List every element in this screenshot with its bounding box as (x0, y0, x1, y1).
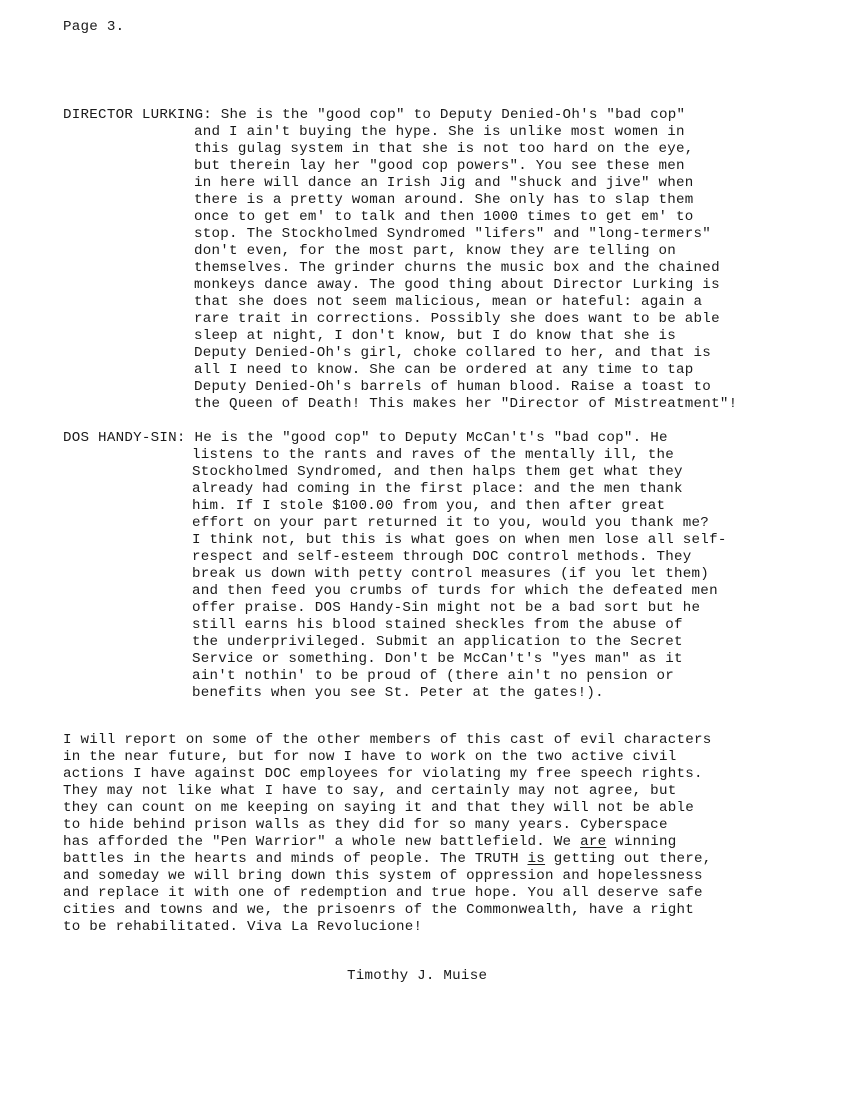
body-line: that she does not seem malicious, mean or hateful: again a (194, 294, 703, 310)
body-line: to hide behind prison walls as they did for so many years. Cyberspace (63, 817, 668, 833)
text-run: has afforded the "Pen Warrior" a whole new battlefield. We (63, 834, 581, 850)
body-line: Deputy Denied-Oh's girl, choke collared to her, and that is (194, 345, 712, 361)
body-line: ain't nothin' to be proud of (there ain't no pension or (192, 668, 675, 684)
body-line (63, 851, 712, 868)
body-line: offer praise. DOS Handy-Sin might not be a bad sort but he (192, 600, 701, 616)
heading-label: DOS HANDY-SIN: (63, 430, 186, 446)
heading-label: DIRECTOR LURKING: (63, 107, 212, 123)
body-line: the underprivileged. Submit an application to the Secret (192, 634, 683, 650)
body-line: I think not, but this is what goes on when men lose all self- (192, 532, 727, 548)
body-line: to be rehabilitated. Viva La Revolucione! (63, 919, 423, 935)
section-heading (63, 430, 668, 447)
body-line: and someday we will bring down this system of oppression and hopelessness (63, 868, 703, 884)
signature-name: Timothy J. Muise (347, 968, 488, 984)
body-line: I will report on some of the other members of this cast of evil characters (63, 732, 712, 748)
body-line: Deputy Denied-Oh's barrels of human blood. Raise a toast to (194, 379, 712, 395)
body-line: break us down with petty control measures (if you let them) (192, 566, 710, 582)
section-heading (63, 107, 685, 124)
body-line: and then feed you crumbs of turds for which the defeated men (192, 583, 718, 599)
text-run: winning (606, 834, 677, 850)
body-line: monkeys dance away. The good thing about Director Lurking is (194, 277, 720, 293)
body-line: Stockholmed Syndromed, and then halps them get what they (192, 464, 683, 480)
underlined-word: is (527, 851, 546, 867)
body-line: They may not like what I have to say, and certainly may not agree, but (63, 783, 677, 799)
body-line: don't even, for the most part, know they are telling on (194, 243, 677, 259)
body-line: cities and towns and we, the prisoenrs of the Commonwealth, have a right (63, 902, 694, 918)
body-line: He is the "good cop" to Deputy McCan't's "bad cop". He (185, 430, 668, 446)
body-line: themselves. The grinder churns the music box and the chained (194, 260, 720, 276)
underlined-word: are (580, 834, 607, 850)
body-line: effort on your part returned it to you, would you thank me? (192, 515, 710, 531)
body-line: Service or something. Don't be McCan't's "yes man" as it (192, 651, 683, 667)
page-label: Page 3. (63, 19, 125, 35)
body-line: rare trait in corrections. Possibly she does want to be able (194, 311, 720, 327)
body-line: already had coming in the first place: and the men thank (192, 481, 683, 497)
body-line: She is the "good cop" to Deputy Denied-Oh's "bad cop" (212, 107, 686, 123)
body-line: actions I have against DOC employees for violating my free speech rights. (63, 766, 703, 782)
body-line: in the near future, but for now I have to work on the two active civil (63, 749, 677, 765)
body-line: still earns his blood stained sheckles from the abuse of (192, 617, 683, 633)
text-run: getting out there, (545, 851, 712, 867)
body-line: sleep at night, I don't know, but I do know that she is (194, 328, 677, 344)
body-line: all I need to know. She can be ordered at any time to tap (194, 362, 694, 378)
body-line: there is a pretty woman around. She only has to slap them (194, 192, 694, 208)
body-line: in here will dance an Irish Jig and "shuck and jive" when (194, 175, 694, 191)
text-run: battles in the hearts and minds of people. The TRUTH (63, 851, 528, 867)
body-line: this gulag system in that she is not too hard on the eye, (194, 141, 694, 157)
body-line: benefits when you see St. Peter at the gates!). (192, 685, 604, 701)
body-line: respect and self-esteem through DOC control methods. They (192, 549, 692, 565)
body-line: they can count on me keeping on saying it and that they will not be able (63, 800, 694, 816)
body-line (63, 834, 677, 851)
body-line: once to get em' to talk and then 1000 times to get em' to (194, 209, 694, 225)
body-line: listens to the rants and raves of the mentally ill, the (192, 447, 675, 463)
body-line: and I ain't buying the hype. She is unlike most women in (194, 124, 685, 140)
body-line: stop. The Stockholmed Syndromed "lifers" and "long-termers" (194, 226, 712, 242)
body-line: him. If I stole $100.00 from you, and then after great (192, 498, 666, 514)
body-line: and replace it with one of redemption and true hope. You all deserve safe (63, 885, 703, 901)
body-line: but therein lay her "good cop powers". You see these men (194, 158, 685, 174)
body-line: the Queen of Death! This makes her "Director of Mistreatment"! (194, 396, 738, 412)
